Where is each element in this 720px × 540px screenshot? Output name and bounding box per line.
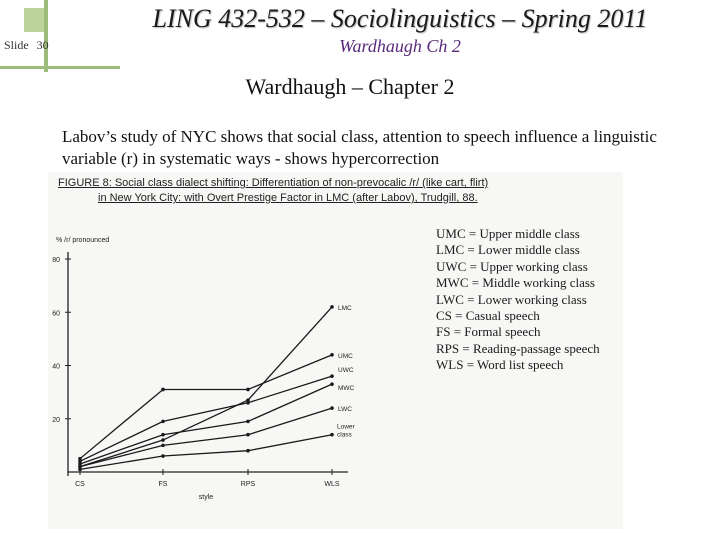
slide-body-text: Labov’s study of NYC shows that social class, attention to speech influence a linguistic variable (r) in systematic ways - shows hypercorrection [62,127,657,168]
data-point [161,454,165,458]
legend-item: CS = Casual speech [436,308,540,324]
slide-number [4,38,49,53]
x-tick-label: FS [158,481,168,488]
data-point [246,401,250,405]
series-line [80,384,332,464]
y-tick-label: 40 [52,363,60,371]
y-tick-label: 60 [52,310,60,318]
figure-caption-line1: FIGURE 8: Social class dialect shifting: Differentiation of non-prevocalic /r/ (like cart, flirt) [58,177,489,189]
data-point [161,438,165,442]
data-point [330,305,334,309]
series-label: class [337,431,352,439]
data-point [246,433,250,437]
y-axis-label: % /r/ pronounced [56,237,110,244]
series-label: UWC [338,367,354,375]
data-point [78,468,82,472]
series-label: LWC [338,406,352,414]
legend-item: WLS = Word list speech [436,357,564,373]
series-label: UMC [338,352,353,360]
course-subtitle: Wardhaugh Ch 2 [339,36,461,56]
legend-item: UWC = Upper working class [436,258,588,274]
slide-heading: Wardhaugh – Chapter 2 [245,74,455,99]
data-point [161,444,165,448]
decorative-vertical-line [44,0,48,72]
data-point [330,406,334,410]
figure-caption-line2: in New York City: with Overt Prestige Factor in LMC (after Labov), Trudgill, 88. [98,192,478,204]
x-tick-label: RPS [240,481,256,488]
figure-scan [48,172,623,529]
data-point [330,382,334,386]
y-tick-label: 20 [52,416,60,424]
data-point [161,388,165,392]
data-point [246,388,250,392]
slide-number-value: 30 [36,38,49,52]
x-tick-label: WLS [324,481,340,488]
decorative-horizontal-line [0,66,120,69]
legend-item: UMC = Upper middle class [436,226,580,241]
data-point [246,449,250,453]
line-chart [48,222,378,527]
legend-item: RPS = Reading-passage speech [436,340,600,356]
data-point [330,433,334,437]
x-axis-label: style [198,494,214,501]
data-point [161,420,165,424]
slide-label: Slide [4,38,29,52]
legend-item: LMC = Lower middle class [436,242,580,258]
legend-item: MWC = Middle working class [436,275,595,291]
decorative-square [24,8,44,32]
legend-item: LWC = Lower working class [436,291,587,307]
series-line [80,408,332,467]
data-point [330,374,334,378]
data-point [161,433,165,437]
legend-item: FS = Formal speech [436,324,541,340]
series-label: MWC [338,385,355,393]
data-point [330,353,334,357]
y-tick-label: 80 [52,257,60,264]
x-tick-label: CS [75,481,85,488]
series-label: LMC [338,304,352,312]
figure-caption [58,176,618,206]
data-point [246,420,250,424]
course-title: LING 432-532 – Sociolinguistics – Spring 2011 [152,4,648,33]
series-label: Lower [337,423,355,431]
figure-legend [436,226,600,374]
